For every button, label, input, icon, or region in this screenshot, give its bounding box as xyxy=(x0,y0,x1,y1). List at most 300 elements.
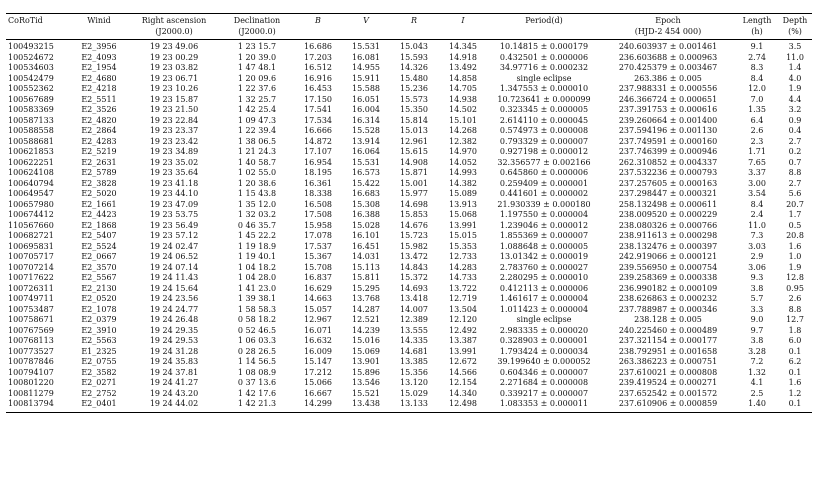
cell-i-mag: 15.353 xyxy=(449,241,477,251)
cell-right-ascension: 19 23 49.06 xyxy=(149,42,199,51)
cell-period: 32.356577 ± 0.002166 xyxy=(497,157,591,167)
cell-v-mag: 15.521 xyxy=(352,388,380,398)
cell-period: 34.97716 ± 0.000232 xyxy=(499,63,589,72)
table-row xyxy=(6,242,812,253)
cell-depth: 0.9 xyxy=(788,115,802,125)
cell-length: 6.4 xyxy=(750,115,764,125)
cell-i-mag: 14.970 xyxy=(449,147,477,156)
table-row xyxy=(6,231,812,242)
header-row xyxy=(6,27,812,40)
cell-b-mag: 16.071 xyxy=(304,325,332,335)
cell-epoch: 258.132498 ± 0.000611 xyxy=(618,199,718,209)
cell-length: 3.03 xyxy=(748,241,766,251)
cell-corotid: 100801220 xyxy=(8,378,54,387)
cell-v-mag: 15.028 xyxy=(352,220,380,230)
cell-v-mag: 16.451 xyxy=(352,241,380,251)
cell-r-mag: 13.133 xyxy=(390,399,438,412)
cell-winid: E2_5407 xyxy=(81,231,117,240)
cell-right-ascension: 19 24 06.52 xyxy=(149,252,199,261)
cell-corotid: 100707214 xyxy=(8,262,54,272)
cell-v-mag: 14.239 xyxy=(352,325,380,335)
cell-declination: 1 41 23.0 xyxy=(237,283,277,293)
cell-v-mag: 16.064 xyxy=(352,147,380,156)
cell-length: 7.2 xyxy=(750,357,764,366)
table-row xyxy=(6,284,812,295)
cell-r-mag: 14.843 xyxy=(400,262,428,272)
cell-declination: 0 28 26.5 xyxy=(237,346,277,356)
cell-corotid: 100768113 xyxy=(8,336,54,345)
cell-declination: 1 40 58.7 xyxy=(237,157,277,167)
cell-corotid: 100524672 xyxy=(8,52,54,62)
cell-b-mag: 15.147 xyxy=(304,357,332,366)
cell-b-mag: 16.837 xyxy=(304,273,332,282)
cell-winid: E2_5511 xyxy=(81,94,117,104)
cell-length: 1.32 xyxy=(748,367,766,377)
cell-declination: 1 08 08.9 xyxy=(237,367,277,377)
cell-epoch: 239.419524 ± 0.000271 xyxy=(618,378,718,387)
cell-epoch: 237.610021 ± 0.000808 xyxy=(618,367,718,377)
cell-declination: 0 37 13.6 xyxy=(237,378,277,387)
cell-winid: E2_0520 xyxy=(81,294,117,303)
cell-b-mag: 14.663 xyxy=(304,294,332,303)
cell-corotid: 100717622 xyxy=(8,273,54,282)
cell-i-mag: 12.154 xyxy=(449,378,477,387)
cell-b-mag: 16.508 xyxy=(304,199,332,209)
cell-epoch: 237.788987 ± 0.000346 xyxy=(618,304,718,314)
cell-b-mag: 16.954 xyxy=(304,157,332,167)
cell-declination: 1 09 47.3 xyxy=(237,115,277,125)
cell-i-mag: 12.672 xyxy=(449,357,477,366)
cell-length: 3.8 xyxy=(750,283,764,293)
cell-corotid: 100787846 xyxy=(8,357,54,366)
cell-v-mag: 14.955 xyxy=(352,63,380,72)
cell-declination: 1 19 18.9 xyxy=(237,241,277,251)
cell-period: 2.271684 ± 0.000008 xyxy=(499,378,589,387)
cell-b-mag: 18.338 xyxy=(304,189,332,198)
cell-length: 1.35 xyxy=(748,105,766,114)
header-i-mag: I xyxy=(438,14,488,27)
cell-right-ascension: 19 24 29.35 xyxy=(149,325,199,335)
cell-r-mag: 15.593 xyxy=(400,52,428,62)
cell-winid: E2_3910 xyxy=(81,325,117,335)
cell-right-ascension: 19 23 47.09 xyxy=(149,199,199,209)
cell-epoch: 239.260664 ± 0.001400 xyxy=(618,115,718,125)
cell-winid: E2_3570 xyxy=(81,262,117,272)
cell-winid: E2_4680 xyxy=(81,73,117,83)
cell-length: 8.4 xyxy=(750,73,764,83)
cell-corotid: 100649547 xyxy=(8,189,54,198)
cell-declination: 1 22 37.6 xyxy=(237,84,277,93)
cell-r-mag: 15.853 xyxy=(400,210,428,219)
table-row xyxy=(6,168,812,179)
cell-right-ascension: 19 24 44.02 xyxy=(128,399,220,412)
header-b-mag xyxy=(294,27,342,40)
cell-period: 1.347553 ± 0.000010 xyxy=(499,84,589,93)
cell-v-mag: 15.308 xyxy=(352,199,380,209)
header-corotid xyxy=(6,27,70,40)
cell-i-mag: 14.566 xyxy=(449,367,477,377)
cell-depth: 0.1 xyxy=(788,346,802,356)
cell-b-mag: 17.078 xyxy=(304,231,332,240)
cell-winid: E2_2752 xyxy=(81,388,117,398)
cell-r-mag: 15.350 xyxy=(400,105,428,114)
cell-i-mag: 14.283 xyxy=(449,262,477,272)
cell-right-ascension: 19 24 37.81 xyxy=(149,367,199,377)
cell-length: 2.74 xyxy=(748,52,766,62)
cell-corotid: 100767569 xyxy=(8,325,54,335)
cell-period: 1.793424 ± 0.000034 xyxy=(499,346,589,356)
cell-winid: E2_4218 xyxy=(81,84,117,93)
cell-right-ascension: 19 23 15.87 xyxy=(149,94,199,104)
cell-winid: E2_5524 xyxy=(81,241,117,251)
cell-depth: 2.7 xyxy=(788,178,802,188)
cell-epoch: 263.386223 ± 0.000751 xyxy=(618,357,718,366)
cell-winid: E2_1868 xyxy=(81,220,117,230)
table-row xyxy=(6,105,812,116)
cell-corotid: 100640794 xyxy=(8,178,54,188)
cell-declination: 1 15 43.8 xyxy=(237,189,277,198)
cell-depth: 1.2 xyxy=(788,388,802,398)
cell-declination: 1 02 55.0 xyxy=(237,168,277,177)
cell-length: 2.9 xyxy=(750,252,764,261)
cell-v-mag: 15.896 xyxy=(352,367,380,377)
cell-winid: E2_3526 xyxy=(81,105,117,114)
cell-i-mag: 12.492 xyxy=(449,325,477,335)
cell-b-mag: 17.107 xyxy=(304,147,332,156)
table-row xyxy=(6,252,812,263)
cell-length: 2.3 xyxy=(750,136,764,146)
cell-declination: 1 20 09.6 xyxy=(237,73,277,83)
cell-i-mag: 14.268 xyxy=(449,126,477,135)
cell-epoch: 238.128 ± 0.005 xyxy=(634,315,702,324)
cell-length: 9.0 xyxy=(750,315,764,324)
cell-v-mag: 15.531 xyxy=(352,42,380,51)
cell-epoch: 246.366724 ± 0.000651 xyxy=(618,94,718,104)
header-depth: (%) xyxy=(778,27,812,40)
cell-i-mag: 12.719 xyxy=(449,294,477,303)
cell-v-mag: 15.528 xyxy=(352,126,380,135)
cell-epoch: 270.425379 ± 0.003467 xyxy=(618,63,718,72)
cell-length: 7.3 xyxy=(750,231,764,240)
header-declination: Declination xyxy=(220,14,294,27)
cell-length: 7.65 xyxy=(748,157,766,167)
header-winid: Winid xyxy=(70,14,128,27)
cell-epoch: 238.132476 ± 0.000397 xyxy=(618,241,718,251)
cell-right-ascension: 19 23 57.12 xyxy=(149,231,199,240)
cell-v-mag: 12.521 xyxy=(352,315,380,324)
cell-winid: E2_4423 xyxy=(81,210,117,219)
table-row xyxy=(6,200,812,211)
cell-v-mag: 15.113 xyxy=(352,262,380,272)
header-length: Length xyxy=(736,14,778,27)
cell-period: 0.432501 ± 0.000006 xyxy=(499,52,589,62)
cell-r-mag: 15.480 xyxy=(400,73,428,83)
cell-corotid: 100622251 xyxy=(8,157,54,167)
cell-corotid: 100813794 xyxy=(6,399,70,412)
table-row xyxy=(6,63,812,74)
cell-declination: 1 39 38.1 xyxy=(237,294,277,303)
table-row xyxy=(6,378,812,389)
cell-r-mag: 15.615 xyxy=(400,147,428,156)
cell-right-ascension: 19 23 06.71 xyxy=(149,73,199,83)
cell-depth: 3.2 xyxy=(788,105,802,114)
cell-v-mag: 16.051 xyxy=(352,94,380,104)
table-row xyxy=(6,368,812,379)
cell-epoch: 238.080326 ± 0.000766 xyxy=(618,220,718,230)
table-row xyxy=(6,347,812,358)
cell-v-mag: 13.438 xyxy=(342,399,390,412)
cell-i-mag: 15.101 xyxy=(449,115,477,125)
cell-v-mag: 15.531 xyxy=(352,157,380,167)
header-length: (h) xyxy=(736,27,778,40)
cell-declination: 1 35 12.0 xyxy=(237,199,277,209)
header-right-ascension: (J2000.0) xyxy=(128,27,220,40)
cell-depth: 0.1 xyxy=(788,367,802,377)
cell-depth: 8.8 xyxy=(788,168,802,177)
cell-declination: 1 42 21.3 xyxy=(220,399,294,412)
table-row xyxy=(6,189,812,200)
cell-epoch: 237.391753 ± 0.000616 xyxy=(618,105,718,114)
cell-b-mag: 16.453 xyxy=(304,84,332,93)
cell-epoch: 238.626863 ± 0.000232 xyxy=(618,294,718,303)
cell-period: 1.083353 ± 0.000011 xyxy=(488,399,600,412)
cell-winid: E2_0667 xyxy=(81,252,117,261)
cell-period: 1.461617 ± 0.000004 xyxy=(499,294,589,303)
cell-declination: 1 22 39.4 xyxy=(237,126,277,135)
table-row xyxy=(6,221,812,232)
cell-r-mag: 14.676 xyxy=(400,220,428,230)
cell-epoch: 239.258369 ± 0.000338 xyxy=(618,273,718,282)
cell-epoch: 236.603688 ± 0.000963 xyxy=(618,52,718,62)
cell-i-mag: 12.498 xyxy=(438,399,488,412)
cell-length: 4.1 xyxy=(750,378,764,387)
cell-length: 3.00 xyxy=(748,178,766,188)
header-r-mag: R xyxy=(390,14,438,27)
cell-r-mag: 15.043 xyxy=(400,42,428,51)
cell-b-mag: 15.066 xyxy=(304,378,332,387)
cell-period: 1.239046 ± 0.000012 xyxy=(499,220,589,230)
cell-winid: E2_0379 xyxy=(81,315,117,324)
cell-v-mag: 15.811 xyxy=(352,273,380,282)
header-v-mag xyxy=(342,27,390,40)
cell-r-mag: 15.356 xyxy=(400,367,428,377)
cell-declination: 1 14 56.5 xyxy=(237,357,277,366)
cell-b-mag: 16.512 xyxy=(304,63,332,72)
cell-r-mag: 15.814 xyxy=(400,115,428,125)
cell-r-mag: 12.961 xyxy=(400,136,428,146)
cell-depth: 4.4 xyxy=(788,94,802,104)
cell-epoch: 242.919066 ± 0.000121 xyxy=(618,252,718,261)
cell-length: 3.06 xyxy=(748,262,766,272)
cell-v-mag: 13.546 xyxy=(352,378,380,387)
cell-b-mag: 12.967 xyxy=(304,315,332,324)
cell-i-mag: 14.993 xyxy=(449,168,477,177)
cell-right-ascension: 19 24 07.14 xyxy=(149,262,199,272)
cell-b-mag: 16.916 xyxy=(304,73,332,83)
cell-r-mag: 15.871 xyxy=(400,168,428,177)
cell-right-ascension: 19 24 23.56 xyxy=(149,294,199,303)
cell-corotid: 100674412 xyxy=(8,210,54,219)
table-row xyxy=(6,336,812,347)
table-row xyxy=(6,210,812,221)
cell-depth: 1.6 xyxy=(788,378,802,387)
cell-v-mag: 15.422 xyxy=(352,178,380,188)
cell-v-mag: 15.911 xyxy=(352,73,380,83)
cell-i-mag: 14.340 xyxy=(449,388,477,398)
cell-r-mag: 14.698 xyxy=(400,199,428,209)
cell-corotid: 100726311 xyxy=(8,283,54,293)
cell-right-ascension: 19 24 02.47 xyxy=(149,241,199,251)
cell-depth: 2.7 xyxy=(788,136,802,146)
cell-r-mag: 14.326 xyxy=(400,63,428,72)
cell-period: 0.793329 ± 0.000007 xyxy=(499,136,589,146)
cell-v-mag: 16.004 xyxy=(352,105,380,114)
cell-depth: 6.2 xyxy=(788,357,802,366)
cell-winid: E2_2631 xyxy=(81,157,117,167)
cell-winid: E2_4820 xyxy=(81,115,117,125)
cell-i-mag: 12.382 xyxy=(449,136,477,146)
cell-corotid: 100695831 xyxy=(8,241,54,251)
cell-depth: 1.9 xyxy=(788,262,802,272)
cell-epoch: 237.749591 ± 0.000160 xyxy=(618,136,718,146)
header-i-mag xyxy=(438,27,488,40)
cell-epoch: 237.594196 ± 0.001130 xyxy=(618,126,718,135)
table-row xyxy=(6,74,812,85)
cell-period: 1.855369 ± 0.000007 xyxy=(499,231,589,240)
cell-corotid: 100753487 xyxy=(8,304,54,314)
cell-b-mag: 17.150 xyxy=(304,94,332,104)
cell-v-mag: 14.031 xyxy=(352,252,380,261)
cell-r-mag: 14.335 xyxy=(400,336,428,345)
cell-right-ascension: 19 23 44.10 xyxy=(149,189,199,198)
cell-winid: E2_1954 xyxy=(81,63,117,72)
cell-epoch: 237.532236 ± 0.000793 xyxy=(618,168,718,177)
cell-b-mag: 16.667 xyxy=(304,388,332,398)
table-body xyxy=(6,40,812,413)
cell-right-ascension: 19 24 31.28 xyxy=(149,346,199,356)
cell-length: 2.6 xyxy=(750,126,764,135)
cell-winid: E2_5567 xyxy=(81,273,117,282)
cell-declination: 1 20 39.0 xyxy=(237,52,277,62)
cell-epoch: 237.746399 ± 0.000946 xyxy=(618,147,718,156)
cell-declination: 1 32 25.7 xyxy=(237,94,277,104)
cell-winid: E2_3956 xyxy=(81,42,117,51)
table-row xyxy=(6,326,812,337)
header-right-ascension: Right ascension xyxy=(128,14,220,27)
cell-v-mag: 15.069 xyxy=(352,346,380,356)
cell-corotid: 100621853 xyxy=(8,147,54,156)
table-row xyxy=(6,147,812,158)
cell-period: 1.197550 ± 0.000004 xyxy=(499,210,589,219)
cell-period: 0.441601 ± 0.000002 xyxy=(499,189,589,198)
cell-v-mag: 15.295 xyxy=(352,283,380,293)
cell-declination: 1 23 15.7 xyxy=(237,42,277,51)
cell-corotid: 100552362 xyxy=(8,84,54,93)
cell-right-ascension: 19 23 56.49 xyxy=(149,220,199,230)
cell-corotid: 100794107 xyxy=(8,367,54,377)
cell-i-mag: 15.015 xyxy=(449,231,477,240)
cell-r-mag: 13.472 xyxy=(400,252,428,261)
cell-winid: E2_4283 xyxy=(81,136,117,146)
cell-declination: 1 38 06.5 xyxy=(237,136,277,146)
cell-epoch: 239.556950 ± 0.000754 xyxy=(618,262,718,272)
cell-declination: 0 58 18.2 xyxy=(237,315,277,324)
cell-epoch: 237.988331 ± 0.000556 xyxy=(618,84,718,93)
cell-declination: 1 45 22.2 xyxy=(237,231,277,240)
cell-right-ascension: 19 24 43.20 xyxy=(149,388,199,398)
cell-length: 3.3 xyxy=(750,304,764,314)
cell-period: 10.14815 ± 0.000179 xyxy=(499,42,589,51)
cell-v-mag: 13.914 xyxy=(352,136,380,146)
cell-depth: 1.9 xyxy=(788,84,802,93)
table-row xyxy=(6,305,812,316)
cell-corotid: 100657980 xyxy=(8,199,54,209)
cell-epoch: 236.990182 ± 0.000109 xyxy=(618,283,718,293)
cell-v-mag: 16.314 xyxy=(352,115,380,125)
cell-right-ascension: 19 23 35.64 xyxy=(149,168,199,177)
cell-v-mag: 16.683 xyxy=(352,189,380,198)
cell-b-mag: 16.686 xyxy=(304,42,332,51)
cell-right-ascension: 19 23 22.84 xyxy=(149,115,199,125)
cell-epoch: 237.652542 ± 0.001572 xyxy=(618,388,718,398)
cell-winid: E2_5020 xyxy=(81,189,117,198)
cell-r-mag: 14.693 xyxy=(400,283,428,293)
cell-r-mag: 14.681 xyxy=(400,346,428,356)
cell-period: 1.011423 ± 0.000004 xyxy=(499,304,589,314)
cell-depth: 12.7 xyxy=(786,315,804,324)
header-period: Period(d) xyxy=(488,14,600,27)
cell-corotid: 100588558 xyxy=(8,126,54,135)
cell-b-mag: 18.195 xyxy=(304,168,332,177)
cell-winid: E2_5563 xyxy=(81,336,117,345)
cell-right-ascension: 19 23 53.75 xyxy=(149,210,199,219)
table-header xyxy=(6,14,812,40)
cell-length: 2.5 xyxy=(750,388,764,398)
table-row xyxy=(6,40,812,53)
cell-r-mag: 15.982 xyxy=(400,241,428,251)
table-row xyxy=(6,399,812,412)
cell-period: 2.280295 ± 0.000010 xyxy=(499,273,589,282)
cell-v-mag: 15.016 xyxy=(352,336,380,345)
table-row xyxy=(6,116,812,127)
cell-corotid: 100811279 xyxy=(8,388,54,398)
cell-length: 3.37 xyxy=(748,168,766,177)
cell-r-mag: 15.372 xyxy=(400,273,428,282)
cell-r-mag: 15.029 xyxy=(400,388,428,398)
cell-depth: 1.0 xyxy=(788,252,802,261)
cell-depth: 0.7 xyxy=(788,157,802,167)
cell-period: 10.723641 ± 0.000099 xyxy=(497,94,591,104)
cell-depth: 1.8 xyxy=(788,325,802,335)
cell-epoch: 237.321154 ± 0.000177 xyxy=(618,336,718,345)
cell-b-mag: 16.361 xyxy=(304,178,332,188)
cell-i-mag: 14.733 xyxy=(449,273,477,282)
cell-i-mag: 14.345 xyxy=(449,42,477,51)
cell-v-mag: 16.101 xyxy=(352,231,380,240)
cell-corotid: 100682721 xyxy=(8,231,54,240)
cell-declination: 1 04 28.0 xyxy=(237,273,277,282)
cell-r-mag: 13.120 xyxy=(400,378,428,387)
cell-r-mag: 15.013 xyxy=(400,126,428,135)
cell-i-mag: 12.120 xyxy=(449,315,477,324)
cell-length: 3.54 xyxy=(748,189,766,198)
cell-depth: 20.7 xyxy=(786,199,804,209)
cell-i-mag: 13.913 xyxy=(449,199,477,209)
cell-depth: 2.6 xyxy=(788,294,802,303)
cell-declination: 0 46 35.7 xyxy=(237,220,277,230)
cell-period: 2.614110 ± 0.000045 xyxy=(499,115,589,125)
cell-r-mag: 13.418 xyxy=(400,294,428,303)
